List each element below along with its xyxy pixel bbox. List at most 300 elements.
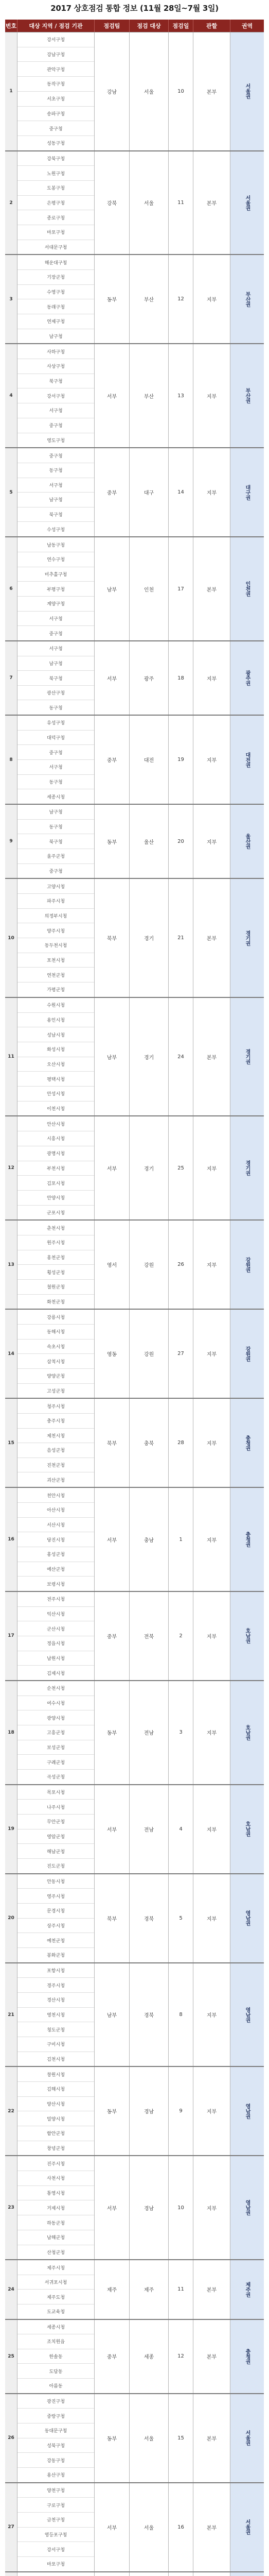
department-cell: 서울 [130, 151, 169, 255]
list-item: 당진시청 [17, 1532, 94, 1547]
list-item: 오산시청 [17, 1057, 94, 1072]
list-item: 김해시청 [17, 2082, 94, 2097]
table-group [5, 1592, 264, 1681]
region-label: 강원권 [244, 1346, 250, 1362]
target-list [17, 1488, 95, 1591]
target-list [17, 1681, 95, 1784]
list-item [17, 2572, 94, 2576]
target-list [17, 1399, 95, 1487]
list-item: 영등포구청 [17, 2528, 94, 2543]
list-item: 거제시청 [17, 2200, 94, 2215]
list-item: 양주시청 [17, 923, 94, 938]
table-group [5, 1963, 264, 2067]
region-cell [230, 1963, 264, 2066]
region-label: 영남권 [244, 2200, 250, 2216]
list-item: 철원군청 [17, 1280, 94, 1295]
department-cell: 경남 [130, 2156, 169, 2259]
jurisdiction-cell: 지부 [193, 1874, 230, 1962]
list-item: 부평구청 [17, 582, 94, 597]
region-cell [230, 537, 264, 640]
jurisdiction-cell: 본부 [193, 32, 230, 150]
list-item: 통영시청 [17, 2186, 94, 2201]
list-item: 괴산군청 [47, 1478, 65, 1483]
target-list [17, 151, 95, 255]
list-item: 도담동 [17, 2364, 94, 2379]
target-list [17, 448, 95, 536]
list-item: 아산시청 [17, 1503, 94, 1518]
target-list [17, 2156, 95, 2259]
table-group [5, 2067, 264, 2156]
jurisdiction-cell: 본부 [193, 151, 230, 255]
jurisdiction-cell: 지부 [193, 1963, 230, 2066]
list-item: 안산시청 [17, 1116, 94, 1131]
region-cell [230, 1592, 264, 1680]
list-item: 마포구청 [47, 2562, 65, 2568]
department-cell: 충북 [130, 1399, 169, 1487]
row-number: 10 [5, 879, 17, 997]
row-number: 7 [5, 641, 17, 715]
department-cell: 경남 [130, 2067, 169, 2155]
target-list [17, 2260, 95, 2318]
jurisdiction-cell: 지부 [193, 1399, 230, 1487]
department-cell: 부산 [130, 255, 169, 343]
row-number: 18 [5, 1681, 17, 1784]
target-list [17, 641, 95, 715]
target-list [17, 1592, 95, 1680]
target-list [17, 2320, 95, 2393]
list-item: 횡성군청 [17, 1265, 94, 1280]
region-label: 영남권 [244, 1910, 250, 1926]
target-list [17, 1874, 95, 1962]
team-cell: 중부 [95, 716, 130, 804]
list-item: 남구청 [17, 493, 94, 507]
list-item: 대덕구청 [17, 731, 94, 745]
list-item: 동구청 [49, 705, 63, 711]
list-item: 중구청 [17, 121, 94, 136]
list-item: 군산시청 [17, 1621, 94, 1636]
table-group [5, 2260, 264, 2319]
list-item: 포천시청 [17, 953, 94, 968]
list-item: 기장군청 [17, 270, 94, 285]
region-label: 울산권 [244, 834, 250, 850]
list-item: 파주시청 [17, 894, 94, 909]
list-item: 세종시청 [47, 794, 65, 800]
list-item: 동해시청 [17, 1325, 94, 1340]
list-item: 남해군청 [17, 2230, 94, 2245]
team-cell: 동부 [95, 255, 130, 343]
table-group [5, 151, 264, 256]
list-item: 양산시청 [17, 2097, 94, 2112]
list-item: 용산구청 [47, 2473, 65, 2479]
date-cell: 26 [169, 1221, 193, 1309]
department-cell: 대구 [130, 448, 169, 536]
list-item: 남원시청 [17, 1651, 94, 1666]
list-item: 강동구청 [17, 2453, 94, 2468]
list-item: 광진구청 [17, 2394, 94, 2409]
list-item: 광산구청 [17, 686, 94, 701]
table-group [5, 1116, 264, 1221]
jurisdiction-cell: 본부 [193, 998, 230, 1116]
team-cell: 강북 [95, 151, 130, 255]
department-cell: 광주 [130, 641, 169, 715]
list-item: 제천시청 [17, 1429, 94, 1444]
list-item: 미추홀구청 [17, 567, 94, 582]
jurisdiction-cell: 본부 [193, 2320, 230, 2393]
list-item: 유성구청 [17, 716, 94, 731]
list-item: 원주시청 [17, 1235, 94, 1250]
table-group [5, 805, 264, 879]
date-cell: 19 [169, 716, 193, 804]
jurisdiction-cell: 지부 [193, 805, 230, 878]
region-cell [230, 255, 264, 343]
region-label: 대구권 [244, 484, 250, 500]
region-cell [230, 2156, 264, 2259]
jurisdiction-cell: 지부 [193, 1221, 230, 1309]
row-number: 15 [5, 1399, 17, 1487]
list-item: 경산시청 [17, 1993, 94, 2008]
list-item: 동대문구청 [17, 2424, 94, 2438]
list-item: 서구청 [17, 478, 94, 493]
jurisdiction-cell: 지부 [193, 448, 230, 536]
region-label: 호남권 [244, 1724, 250, 1740]
header-cell: 점검 대상 [130, 20, 169, 32]
list-item: 광양시청 [17, 1710, 94, 1725]
region-label: 대전권 [244, 752, 250, 768]
list-item: 해남군청 [17, 1844, 94, 1859]
target-list [17, 1116, 95, 1219]
jurisdiction-cell: 지부 [193, 1116, 230, 1219]
header-cell: 번호 [5, 20, 17, 32]
list-item: 동구청 [17, 820, 94, 835]
list-item: 창원시청 [17, 2067, 94, 2082]
date-cell: 10 [169, 2156, 193, 2259]
jurisdiction-cell [193, 2572, 230, 2576]
header-cell: 관할 [193, 20, 230, 32]
department-cell: 경북 [130, 1874, 169, 1962]
list-item: 동두천시청 [17, 938, 94, 953]
jurisdiction-cell: 지부 [193, 1681, 230, 1784]
region-cell [230, 1310, 264, 1398]
team-cell: 북부 [95, 879, 130, 997]
list-item: 성동구청 [47, 141, 65, 147]
team-cell: 서부 [95, 1488, 130, 1591]
list-item: 도교육청 [47, 2310, 65, 2315]
list-item: 김천시청 [47, 2057, 65, 2063]
team-cell: 중부 [95, 2320, 130, 2393]
list-item: 중구청 [49, 869, 63, 874]
team-cell: 중부 [95, 1592, 130, 1680]
list-item: 중구청 [17, 745, 94, 760]
table-group [5, 255, 264, 344]
row-number: 22 [5, 2067, 17, 2155]
region-cell [230, 1399, 264, 1487]
row-number: 27 [5, 2483, 17, 2571]
header-cell: 권역 [241, 23, 253, 29]
list-item: 부천시청 [17, 1161, 94, 1176]
row-number: 4 [5, 344, 17, 447]
table-group [5, 1488, 264, 1592]
region-cell [230, 448, 264, 536]
jurisdiction-cell: 지부 [193, 255, 230, 343]
date-cell: 13 [169, 344, 193, 447]
department-cell: 강원 [130, 1310, 169, 1398]
region-cell [230, 879, 264, 997]
list-item: 청도군청 [17, 2022, 94, 2037]
list-item: 중랑구청 [17, 2409, 94, 2424]
department-cell: 서울 [130, 32, 169, 150]
jurisdiction-cell: 지부 [193, 716, 230, 804]
list-item: 제주시청 [17, 2260, 94, 2275]
list-item: 남구청 [17, 656, 94, 671]
list-item: 북구청 [17, 671, 94, 686]
table-group [5, 2320, 264, 2394]
list-item: 연제구청 [17, 314, 94, 329]
list-item: 종로구청 [17, 210, 94, 225]
target-list [17, 2394, 95, 2482]
target-list [17, 2572, 95, 2576]
list-item: 예천군청 [17, 1933, 94, 1948]
date-cell: 9 [169, 2067, 193, 2155]
list-item: 금천구청 [17, 2513, 94, 2528]
team-cell: 중부 [95, 448, 130, 536]
department-cell: 서울 [130, 2394, 169, 2482]
department-cell: 경북 [130, 1963, 169, 2066]
department-cell: 전북 [130, 1592, 169, 1680]
team-cell: 북부 [95, 1874, 130, 1962]
team-cell: 동부 [95, 805, 130, 878]
list-item: 의정부시청 [17, 909, 94, 924]
header-cell: 점검일 [169, 20, 193, 32]
list-item: 충주시청 [17, 1414, 94, 1429]
row-number: 25 [5, 2320, 17, 2393]
team-cell [95, 2572, 130, 2576]
list-item: 양양군청 [17, 1369, 94, 1384]
list-item: 속초시청 [17, 1340, 94, 1354]
list-item: 경주시청 [17, 1978, 94, 1993]
table-group [5, 2156, 264, 2260]
region-label: 강원권 [244, 1257, 250, 1273]
region-label: 충청권 [244, 2348, 250, 2364]
list-item: 한솔동 [17, 2349, 94, 2364]
region-cell [230, 1488, 264, 1591]
region-cell [230, 2067, 264, 2155]
row-number: 8 [5, 716, 17, 804]
table-group [5, 1221, 264, 1310]
row-number: 2 [5, 151, 17, 255]
list-item: 창녕군청 [47, 2146, 65, 2152]
region-label: 제주권 [244, 2281, 250, 2297]
list-item: 전주시청 [17, 1592, 94, 1607]
list-item: 구로구청 [17, 2498, 94, 2513]
table-group [5, 879, 264, 998]
list-item: 중구청 [17, 418, 94, 433]
date-cell [169, 2572, 193, 2576]
table-group [5, 1681, 264, 1785]
region-cell [230, 2572, 264, 2576]
team-cell: 서부 [95, 344, 130, 447]
target-list [17, 998, 95, 1116]
list-item: 동구청 [17, 775, 94, 790]
list-item: 마포구청 [17, 225, 94, 240]
region-label: 인천권 [244, 581, 250, 597]
team-cell: 서부 [95, 1116, 130, 1219]
date-cell: 17 [169, 537, 193, 640]
row-number: 13 [5, 1221, 17, 1309]
list-item: 청주시청 [17, 1399, 94, 1414]
list-item: 중구청 [49, 631, 63, 637]
list-item: 음성군청 [17, 1443, 94, 1458]
date-cell: 25 [169, 1116, 193, 1219]
table-group [5, 2394, 264, 2483]
target-list [17, 805, 95, 878]
list-item: 아름동 [49, 2384, 63, 2389]
region-cell [230, 2320, 264, 2393]
date-cell: 24 [169, 998, 193, 1116]
table-group [5, 32, 264, 151]
list-item: 관악구청 [17, 62, 94, 77]
table-header [5, 20, 264, 32]
list-item: 여수시청 [17, 1696, 94, 1711]
target-list [17, 1963, 95, 2066]
team-cell: 동부 [95, 2067, 130, 2155]
region-cell [230, 151, 264, 255]
list-item: 강북구청 [17, 151, 94, 166]
region-cell [230, 1874, 264, 1962]
list-item: 홍천군청 [17, 1250, 94, 1265]
list-item: 화성시청 [17, 1042, 94, 1057]
list-item: 천안시청 [17, 1488, 94, 1503]
list-item: 시흥시청 [17, 1131, 94, 1146]
list-item: 평택시청 [17, 1072, 94, 1087]
list-item: 강서구청 [17, 32, 94, 47]
region-cell [230, 2260, 264, 2318]
list-item: 포항시청 [17, 1963, 94, 1978]
list-item: 수영구청 [17, 285, 94, 300]
row-number: 9 [5, 805, 17, 878]
list-item: 안양시청 [17, 1191, 94, 1206]
table-group [5, 2572, 264, 2576]
list-item: 익산시청 [17, 1607, 94, 1622]
department-cell: 부산 [130, 344, 169, 447]
list-item: 서산시청 [17, 1518, 94, 1533]
date-cell: 12 [169, 2320, 193, 2393]
list-item: 북구청 [17, 834, 94, 849]
team-cell: 동부 [95, 1681, 130, 1784]
list-item: 산청군청 [47, 2250, 65, 2256]
list-item: 용인시청 [17, 1013, 94, 1028]
region-label: 경기권 [244, 1160, 250, 1176]
row-number: 14 [5, 1310, 17, 1398]
list-item: 강남구청 [17, 47, 94, 62]
list-item: 중구청 [17, 448, 94, 463]
list-item: 광명시청 [17, 1146, 94, 1161]
list-item: 계양구청 [17, 597, 94, 612]
list-item: 보령시청 [47, 1582, 65, 1587]
list-item: 상주시청 [17, 1919, 94, 1934]
list-item: 진주시청 [17, 2156, 94, 2171]
date-cell: 16 [169, 2483, 193, 2571]
team-cell: 서부 [95, 1785, 130, 1873]
list-item: 구례군청 [17, 1755, 94, 1770]
region-cell [230, 1116, 264, 1219]
list-item: 수성구청 [47, 527, 65, 533]
table-group [5, 1874, 264, 1963]
table-group [5, 537, 264, 641]
region-cell [230, 805, 264, 878]
list-item: 고양시청 [17, 879, 94, 894]
jurisdiction-cell: 지부 [193, 2067, 230, 2155]
row-number: 20 [5, 1874, 17, 1962]
date-cell: 12 [169, 255, 193, 343]
department-cell: 경기 [130, 998, 169, 1116]
department-cell: 서울 [130, 2483, 169, 2571]
list-item: 안동시청 [17, 1874, 94, 1889]
region-cell [230, 641, 264, 715]
team-cell: 동부 [95, 2394, 130, 2482]
list-item: 강서구청 [17, 388, 94, 403]
list-item: 보성군청 [17, 1740, 94, 1755]
jurisdiction-cell: 본부 [193, 2394, 230, 2482]
jurisdiction-cell: 지부 [193, 1488, 230, 1591]
list-item: 서구청 [17, 760, 94, 775]
row-number: 21 [5, 1963, 17, 2066]
date-cell: 1 [169, 1488, 193, 1591]
list-item: 노원구청 [17, 166, 94, 181]
department-cell: 인천 [130, 537, 169, 640]
region-cell [230, 2394, 264, 2482]
list-item: 영천시청 [17, 2008, 94, 2023]
list-item: 서대문구청 [44, 245, 67, 251]
jurisdiction-cell: 지부 [193, 1592, 230, 1680]
list-item: 서초구청 [17, 92, 94, 107]
region-label: 서울권 [244, 83, 250, 99]
department-cell: 경기 [130, 879, 169, 997]
department-cell: 경기 [130, 1116, 169, 1219]
table-group [5, 1399, 264, 1488]
list-item: 예산군청 [17, 1562, 94, 1577]
team-cell: 남부 [95, 998, 130, 1116]
list-item: 사천시청 [17, 2171, 94, 2186]
list-item: 성남시청 [17, 1027, 94, 1042]
list-item: 순천시청 [17, 1681, 94, 1696]
row-number: 23 [5, 2156, 17, 2259]
list-item: 강서구청 [17, 2542, 94, 2557]
list-item: 제주도청 [17, 2290, 94, 2304]
department-cell: 대전 [130, 716, 169, 804]
date-cell: 11 [169, 151, 193, 255]
list-item: 남구청 [17, 805, 94, 820]
target-list [17, 255, 95, 343]
date-cell: 4 [169, 1785, 193, 1873]
table-group [5, 998, 264, 1117]
row-number: 6 [5, 537, 17, 640]
target-list [17, 2067, 95, 2155]
team-cell: 서부 [95, 2483, 130, 2571]
list-item: 영암군청 [17, 1829, 94, 1844]
department-cell: 충남 [130, 1488, 169, 1591]
region-cell [230, 1221, 264, 1309]
region-label: 서울권 [244, 2430, 250, 2446]
list-item: 봉화군청 [47, 1953, 65, 1959]
date-cell: 27 [169, 1310, 193, 1398]
date-cell: 21 [169, 879, 193, 997]
list-item: 밀양시청 [17, 2111, 94, 2126]
date-cell: 8 [169, 1963, 193, 2066]
team-cell: 영동 [95, 1310, 130, 1398]
schedule-table [5, 32, 264, 2576]
jurisdiction-cell: 본부 [193, 2260, 230, 2318]
team-cell: 남부 [95, 537, 130, 640]
